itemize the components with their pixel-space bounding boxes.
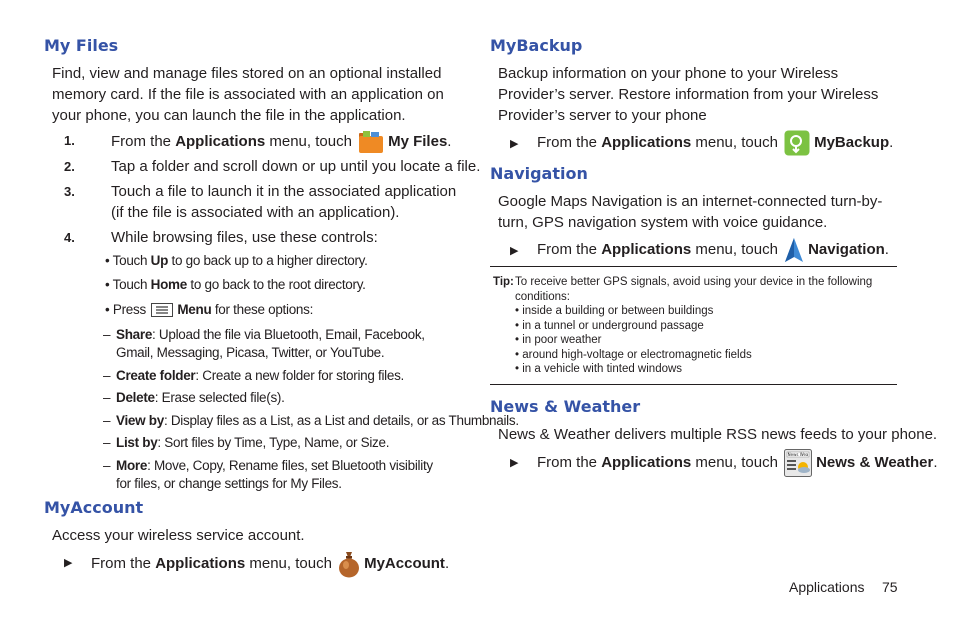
bullet-dot: • [105, 253, 110, 268]
option-share: – Share: Upload the file via Bluetooth, Email, Facebook, Gmail, Messaging, Picasa, Twitter, or YouTube. [103, 327, 425, 360]
bullet-up: • Touch Up to go back up to a higher directory. [105, 253, 368, 268]
option-list-by: – List by: Sort files by Time, Type, Name, or Size. [103, 435, 390, 450]
dash: – [103, 458, 111, 473]
tip-text-continued: conditions: [515, 290, 570, 303]
option-view-by: – View by: Display files as a List, as a List and details, or as Thumbnails. [103, 413, 519, 428]
navigation-heading: Navigation [490, 164, 588, 183]
bullet-dot: • [105, 302, 110, 317]
dash: – [103, 413, 111, 428]
dash: – [103, 327, 111, 342]
my-account-heading: MyAccount [44, 498, 144, 517]
tip-item: • in a vehicle with tinted windows [515, 363, 683, 375]
my-account-description: Access your wireless service account. [52, 527, 305, 544]
tip-label: Tip: [493, 276, 514, 288]
dash: – [103, 390, 111, 405]
my-backup-description: Backup information on your phone to your Wireless Provider’s server. Restore information from your Wireless Provider’s server to your phone [498, 65, 879, 124]
dash: – [103, 435, 111, 450]
news-weather-icon-label: News Wea [787, 452, 809, 457]
my-backup-step: From the Applications menu, touch MyBackup. [537, 130, 893, 156]
page-number: 75 [882, 579, 898, 595]
navigation-step: From the Applications menu, touch Navigation. [537, 237, 889, 263]
bullet-dot: • [105, 277, 110, 292]
my-files-heading: My Files [44, 36, 119, 55]
menu-key-icon [151, 303, 173, 317]
tip-item: • in poor weather [515, 334, 602, 346]
tip-item: • around high-voltage or electromagnetic fields [515, 348, 752, 361]
navigation-description: Google Maps Navigation is an internet-connected turn-by-turn, GPS navigation system with voice guidance. [498, 193, 883, 231]
news-weather-step: From the Applications menu, touch News Wea News & Weather. [537, 449, 938, 477]
option-delete: – Delete: Erase selected file(s). [103, 390, 285, 405]
my-backup-icon[interactable] [784, 130, 810, 156]
my-backup-heading: MyBackup [490, 36, 583, 55]
tip-text: To receive better GPS signals, avoid using your device in the following [515, 276, 873, 288]
option-create-folder: – Create folder: Create a new folder for storing files. [103, 368, 404, 383]
footer-section: Applications [789, 579, 865, 595]
my-files-description: Find, view and manage files stored on an optional installed memory card. If the file is associated with an application on your phone, you can launch the file in the application. [52, 65, 444, 124]
navigation-arrow-icon[interactable] [784, 237, 804, 263]
my-files-folder-icon[interactable] [358, 130, 384, 154]
dash: – [103, 368, 111, 383]
arrow-bullet-icon: ▶ [510, 457, 519, 469]
tip-item: • in a tunnel or underground passage [515, 319, 704, 332]
bullet-menu: • Press Menu for these options: [105, 302, 314, 317]
arrow-bullet-icon: ▶ [510, 138, 519, 150]
option-more: – More: Move, Copy, Rename files, set Bluetooth visibility for files, or change settings for My Files. [103, 458, 433, 491]
my-account-money-bag-icon[interactable] [338, 550, 360, 578]
arrow-bullet-icon: ▶ [64, 557, 73, 569]
tip-item: • inside a building or between buildings [515, 305, 714, 317]
arrow-bullet-icon: ▶ [510, 245, 519, 257]
bullet-home: • Touch Home to go back to the root directory. [105, 277, 366, 292]
tip-box [490, 266, 897, 385]
news-weather-heading: News & Weather [490, 397, 641, 416]
news-weather-icon[interactable] [784, 449, 812, 477]
my-account-step: From the Applications menu, touch MyAccount. [91, 550, 449, 578]
news-weather-description: News & Weather delivers multiple RSS news feeds to your phone. [498, 426, 938, 443]
